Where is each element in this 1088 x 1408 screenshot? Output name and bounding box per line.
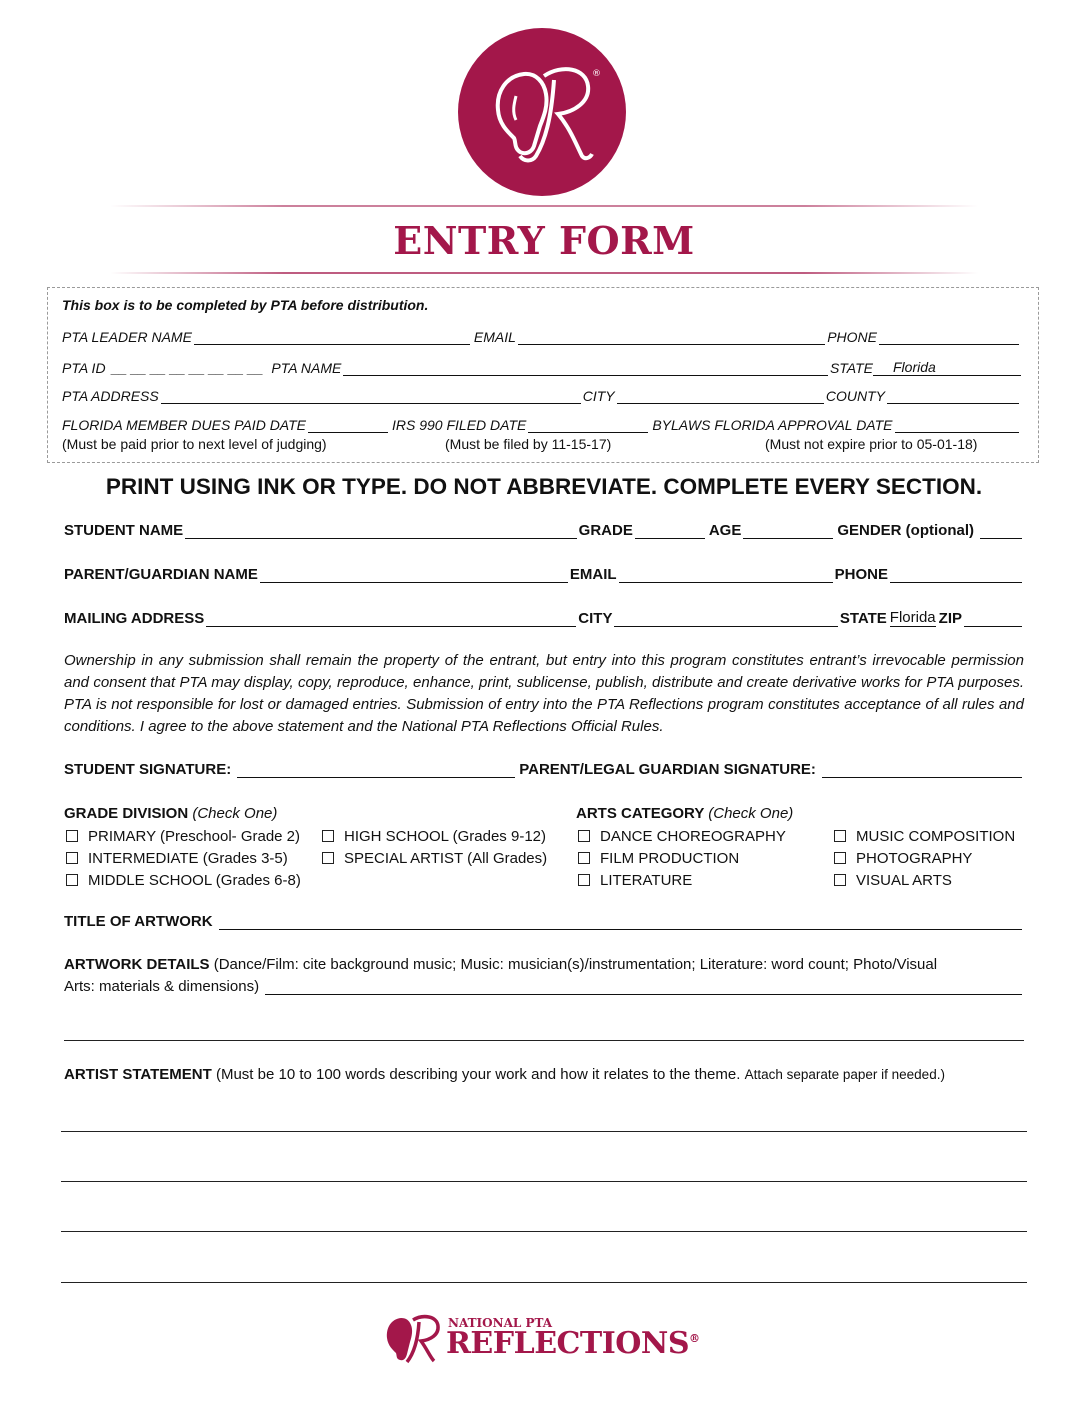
irs-date-field[interactable]: [528, 418, 648, 433]
arts-option-literature[interactable]: LITERATURE: [578, 870, 786, 892]
student-row-1: [64, 522, 1024, 539]
grade-option-middle-school[interactable]: MIDDLE SCHOOL (Grades 6-8): [66, 870, 301, 892]
artist-statement-line-1[interactable]: [61, 1130, 1027, 1132]
student-name-field[interactable]: [185, 522, 576, 539]
checkbox-icon[interactable]: [322, 830, 334, 842]
grade-option-high-school[interactable]: HIGH SCHOOL (Grades 9-12): [322, 826, 547, 848]
mailing-city-label: CITY: [578, 610, 613, 627]
pta-address-label: PTA ADDRESS: [62, 388, 159, 404]
pta-row-dates: [62, 417, 1021, 433]
svg-text:®: ®: [592, 69, 601, 79]
arts-category-col-2: [834, 826, 1015, 892]
pta-state-field[interactable]: Florida: [873, 359, 1021, 376]
artwork-details-hint: (Dance/Film: cite background music; Music: musician(s)/instrumentation; Literature: word count; Photo/Visual: [213, 956, 938, 973]
artwork-details-field-2[interactable]: [64, 1039, 1024, 1041]
page-title: ENTRY FORM: [393, 218, 695, 263]
parent-signature-label: PARENT/LEGAL GUARDIAN SIGNATURE:: [519, 761, 816, 778]
student-name-label: STUDENT NAME: [64, 522, 184, 539]
grade-option-intermediate[interactable]: INTERMEDIATE (Grades 3-5): [66, 848, 301, 870]
pta-box-heading: This box is to be completed by PTA before distribution.: [62, 297, 429, 313]
pta-phone-label: PHONE: [827, 329, 877, 345]
student-signature-field[interactable]: [237, 761, 515, 778]
reflections-r-logo-icon: [458, 28, 626, 196]
gender-label: GENDER (optional): [837, 522, 974, 539]
parent-phone-field[interactable]: [890, 566, 1022, 583]
mailing-state-field[interactable]: Florida: [889, 609, 936, 626]
bylaws-date-label: BYLAWS FLORIDA APPROVAL DATE: [652, 417, 893, 433]
artwork-details-line-1: [64, 956, 937, 973]
arts-category-heading: ARTS CATEGORY (Check One): [576, 805, 794, 822]
pta-city-field[interactable]: [617, 389, 824, 404]
arts-option-music[interactable]: MUSIC COMPOSITION: [834, 826, 1015, 848]
pta-phone-field[interactable]: [879, 330, 1019, 345]
mailing-state-label: STATE: [839, 610, 887, 627]
pta-address-field[interactable]: [161, 389, 581, 404]
parent-signature-field[interactable]: [822, 761, 1022, 778]
checkbox-icon[interactable]: [66, 830, 78, 842]
dues-date-label: FLORIDA MEMBER DUES PAID DATE: [62, 417, 306, 433]
irs-note: (Must be filed by 11-15-17): [445, 436, 612, 452]
arts-category-col-1: [578, 826, 786, 892]
artwork-title-row: [64, 913, 1024, 930]
footer-registered-mark: ®: [689, 1332, 700, 1345]
artwork-details-hint-2: Arts: materials & dimensions): [64, 978, 260, 995]
artist-statement-line-2[interactable]: [61, 1180, 1027, 1182]
pta-leader-name-field[interactable]: [194, 330, 470, 345]
artist-statement-line-3[interactable]: [61, 1230, 1027, 1232]
pta-name-field[interactable]: [343, 361, 828, 376]
grade-label: GRADE: [578, 522, 633, 539]
parent-name-label: PARENT/GUARDIAN NAME: [64, 566, 258, 583]
mailing-city-field[interactable]: [614, 610, 837, 627]
pta-row-address: [62, 388, 1021, 404]
age-label: AGE: [708, 522, 742, 539]
footer-reflections: REFLECTIONS®: [446, 1326, 700, 1361]
checkbox-icon[interactable]: [578, 852, 590, 864]
grade-option-primary[interactable]: PRIMARY (Preschool- Grade 2): [66, 826, 301, 848]
artist-statement-note: Attach separate paper if needed.): [744, 1067, 945, 1082]
bylaws-date-field[interactable]: [895, 418, 1020, 433]
parent-phone-label: PHONE: [834, 566, 888, 583]
parent-name-field[interactable]: [260, 566, 568, 583]
parent-email-field[interactable]: [619, 566, 833, 583]
pta-name-label: PTA NAME: [271, 360, 342, 376]
artwork-details-field[interactable]: [265, 978, 1022, 995]
irs-date-label: IRS 990 FILED DATE: [392, 417, 527, 433]
student-row-3: [64, 609, 1024, 627]
zip-label: ZIP: [938, 610, 962, 627]
checkbox-icon[interactable]: [66, 874, 78, 886]
pta-id-label: PTA ID: [62, 360, 106, 376]
checkbox-icon[interactable]: [834, 874, 846, 886]
ownership-statement: Ownership in any submission shall remain the property of the entrant, but entry into this program constitutes entrant’s irrevocable permission and consent that PTA may display, copy, reproduce, enhance, print, sublicense, publish, distribute and create derivative works for PTA purposes. PTA is not responsible for lost or damaged entries. Submission of entry into the PTA Reflections program constitutes acceptance of all rules and conditions. I agree to the above statement and the National PTA Reflections Official Rules.: [64, 652, 1024, 735]
pta-row-id: [62, 359, 1021, 376]
zip-field[interactable]: [964, 610, 1022, 627]
grade-division-col-1: [66, 826, 301, 892]
pta-state-label: STATE: [829, 360, 873, 376]
parent-email-label: EMAIL: [569, 566, 617, 583]
grade-division-heading: GRADE DIVISION (Check One): [64, 805, 278, 822]
artwork-details-label: ARTWORK DETAILS: [64, 956, 210, 973]
pta-email-label: EMAIL: [473, 329, 516, 345]
grade-option-special-artist[interactable]: SPECIAL ARTIST (All Grades): [322, 848, 547, 870]
dues-date-field[interactable]: [308, 418, 388, 433]
gender-field[interactable]: [980, 522, 1022, 539]
age-field[interactable]: [743, 522, 833, 539]
checkbox-icon[interactable]: [578, 874, 590, 886]
pta-row-leader: [62, 329, 1021, 345]
artwork-title-field[interactable]: [219, 913, 1022, 930]
pta-id-field[interactable]: __ __ __ __ __ __ __ __: [111, 360, 264, 376]
checkbox-icon[interactable]: [578, 830, 590, 842]
checkbox-icon[interactable]: [834, 830, 846, 842]
pta-county-label: COUNTY: [825, 388, 885, 404]
artwork-title-label: TITLE OF ARTWORK: [64, 913, 213, 930]
student-signature-label: STUDENT SIGNATURE:: [64, 761, 232, 778]
pta-county-field[interactable]: [887, 389, 1019, 404]
checkbox-icon[interactable]: [322, 852, 334, 864]
arts-option-dance[interactable]: DANCE CHOREOGRAPHY: [578, 826, 786, 848]
reflections-logo: [458, 28, 626, 196]
arts-category-hint: (Check One): [708, 805, 794, 822]
header-divider-top: [110, 205, 978, 207]
artist-statement-label: ARTIST STATEMENT: [64, 1066, 212, 1083]
artist-statement-heading: [64, 1066, 945, 1083]
grade-division-col-2: [322, 826, 547, 870]
mailing-address-field[interactable]: [206, 610, 576, 627]
grade-field[interactable]: [635, 522, 705, 539]
signature-row: [64, 761, 1024, 778]
artwork-details-line-2: [64, 978, 1024, 995]
dues-note: (Must be paid prior to next level of judging): [62, 436, 327, 452]
arts-option-film[interactable]: FILM PRODUCTION: [578, 848, 786, 870]
footer-national-pta: NATIONAL PTA: [448, 1316, 553, 1330]
artist-statement-line-4[interactable]: [61, 1281, 1027, 1283]
pta-email-field[interactable]: [518, 330, 825, 345]
checkbox-icon[interactable]: [834, 852, 846, 864]
arts-option-photography[interactable]: PHOTOGRAPHY: [834, 848, 1015, 870]
pta-city-label: CITY: [582, 388, 615, 404]
footer-r-logo-icon: [383, 1312, 443, 1364]
header-divider-bottom: [110, 272, 978, 274]
pta-leader-name-label: PTA LEADER NAME: [62, 329, 192, 345]
arts-option-visual-arts[interactable]: VISUAL ARTS: [834, 870, 1015, 892]
bylaws-note: (Must not expire prior to 05-01-18): [765, 436, 978, 452]
instruction-banner: PRINT USING INK OR TYPE. DO NOT ABBREVIATE. COMPLETE EVERY SECTION.: [105, 474, 983, 499]
student-row-2: [64, 566, 1024, 583]
mailing-address-label: MAILING ADDRESS: [64, 610, 205, 627]
grade-division-hint: (Check One): [192, 805, 278, 822]
checkbox-icon[interactable]: [66, 852, 78, 864]
artist-statement-hint: (Must be 10 to 100 words describing your work and how it relates to the theme.: [215, 1066, 741, 1083]
